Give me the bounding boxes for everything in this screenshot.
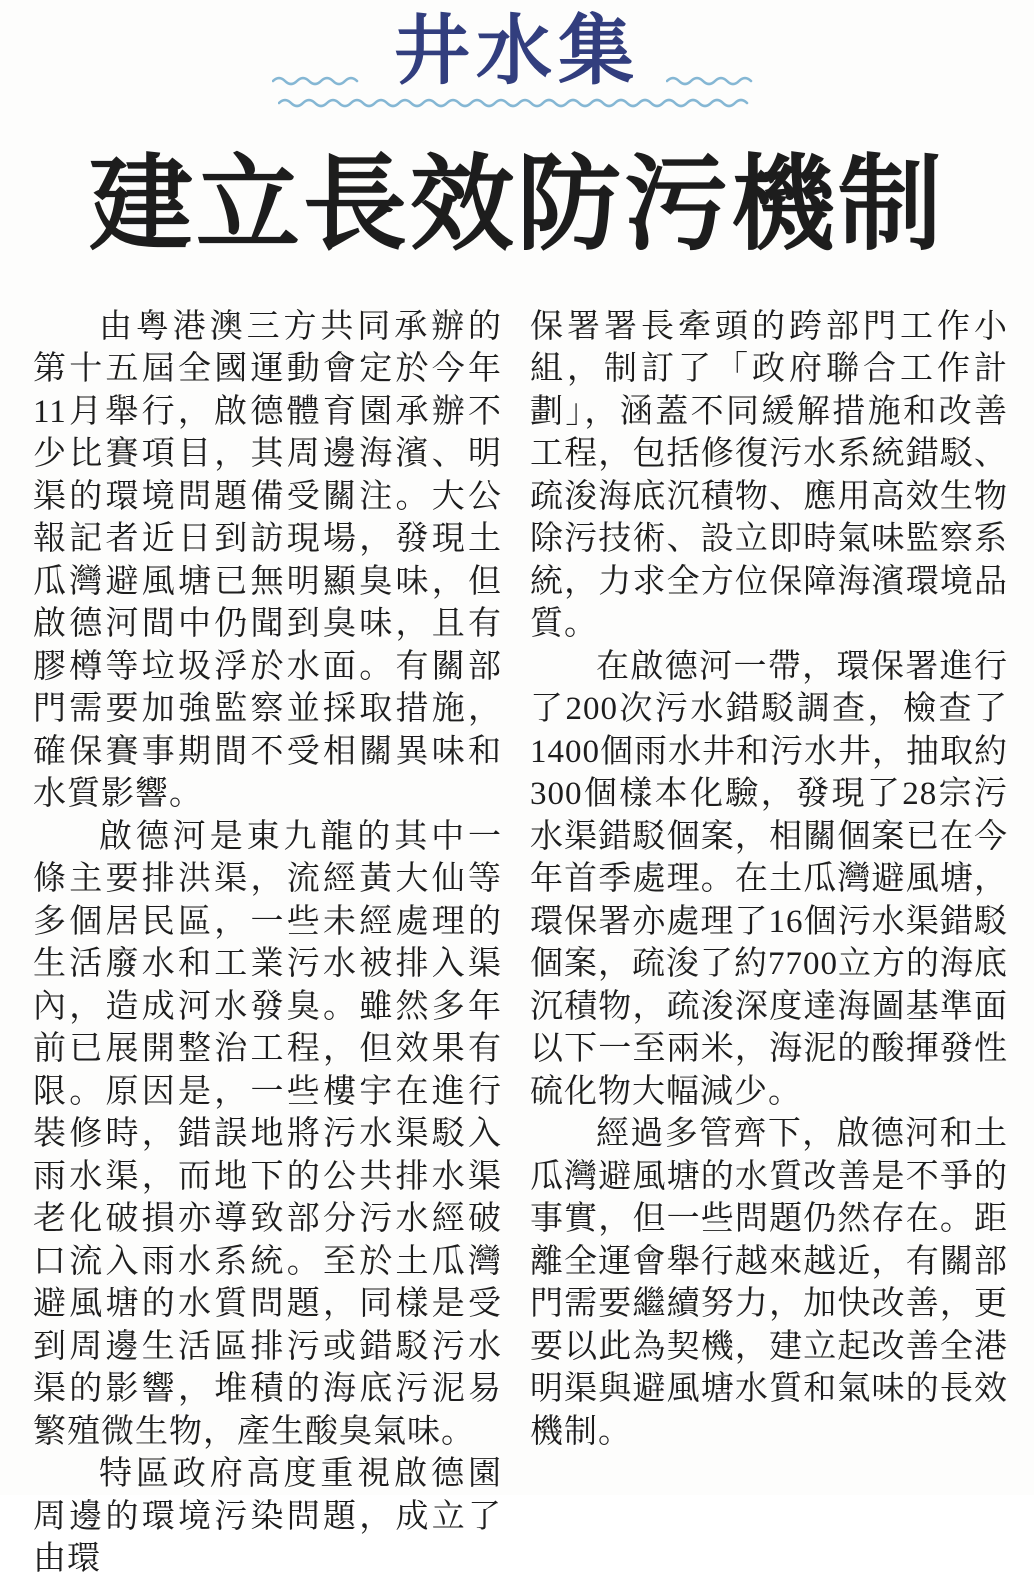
- paragraph-5: 經過多管齊下，啟德河和土瓜灣避風塘的水質改善是不爭的事實，但一些問題仍然存在。距離全運會舉行越來越近，有關部門需要繼續努力，加快改善，更要以此為契機，建立起改善全港明渠與避風塘水質和氣味的長效機制。: [530, 1116, 1008, 1450]
- paragraph-3-start: 特區政府高度重視啟德園周邊的環境污染問題，成立了由環: [33, 1456, 502, 1578]
- wave-decoration-left-icon: [272, 71, 368, 87]
- paragraph-4: 在啟德河一帶，環保署進行了200次污水錯駁調查，檢查了1400個雨水井和污水井，抽取約300個樣本化驗，發現了28宗污水渠錯駁個案，相關個案已在今年首季處理。在土瓜灣避風塘，環保署亦處理了16個污水渠錯駁個案，疏浚了約7700立方的海底沉積物，疏浚深度達海圖基準面以下一至兩米，海泥的酸揮發性硫化物大幅減少。: [530, 648, 1008, 1110]
- masthead: [0, 0, 1034, 109]
- page-title: 建立長效防污機制: [88, 148, 945, 263]
- wave-decoration-bottom-icon: [278, 93, 756, 109]
- wave-decoration-right-icon: [666, 71, 762, 87]
- paragraph-1: 由粤港澳三方共同承辦的第十五屆全國運動會定於今年11月舉行，啟德體育園承辦不少比賽項目，其周邊海濱、明渠的環境問題備受關注。大公報記者近日到訪現場，發現土瓜灣避風塘已無明顯臭味，但啟德河間中仍聞到臭味，且有膠樽等垃圾浮於水面。有關部門需要加強監察並採取措施，確保賽事期間不受相關異味和水質影響。: [33, 308, 502, 813]
- paragraph-2: 啟德河是東九龍的其中一條主要排洪渠，流經黃大仙等多個居民區，一些未經處理的生活廢水和工業污水被排入渠內，造成河水發臭。雖然多年前已展開整治工程，但效果有限。原因是，一些樓宇在進行裝修時，錯誤地將污水渠駁入雨水渠，而地下的公共排水渠老化破損亦導致部分污水經破口流入雨水系統。至於土瓜灣避風塘的水質問題，同樣是受到周邊生活區排污或錯駁污水渠的影響，堆積的海底污泥易繁殖微生物，產生酸臭氣味。: [33, 818, 502, 1450]
- masthead-row: [272, 10, 762, 94]
- paragraph-3-continued: 保署署長牽頭的跨部門工作小組，制訂了「政府聯合工作計劃」，涵蓋不同緩解措施和改善工程，包括修復污水系統錯駁、疏浚海底沉積物、應用高效生物除污技術、設立即時氣味監察系統，力求全方位保障海濱環境品質。: [530, 308, 1008, 643]
- article-column-left: [33, 306, 502, 1581]
- article-body: [0, 306, 1034, 1581]
- article-column-right: [530, 306, 1008, 1581]
- column-title: 井水集: [394, 10, 640, 94]
